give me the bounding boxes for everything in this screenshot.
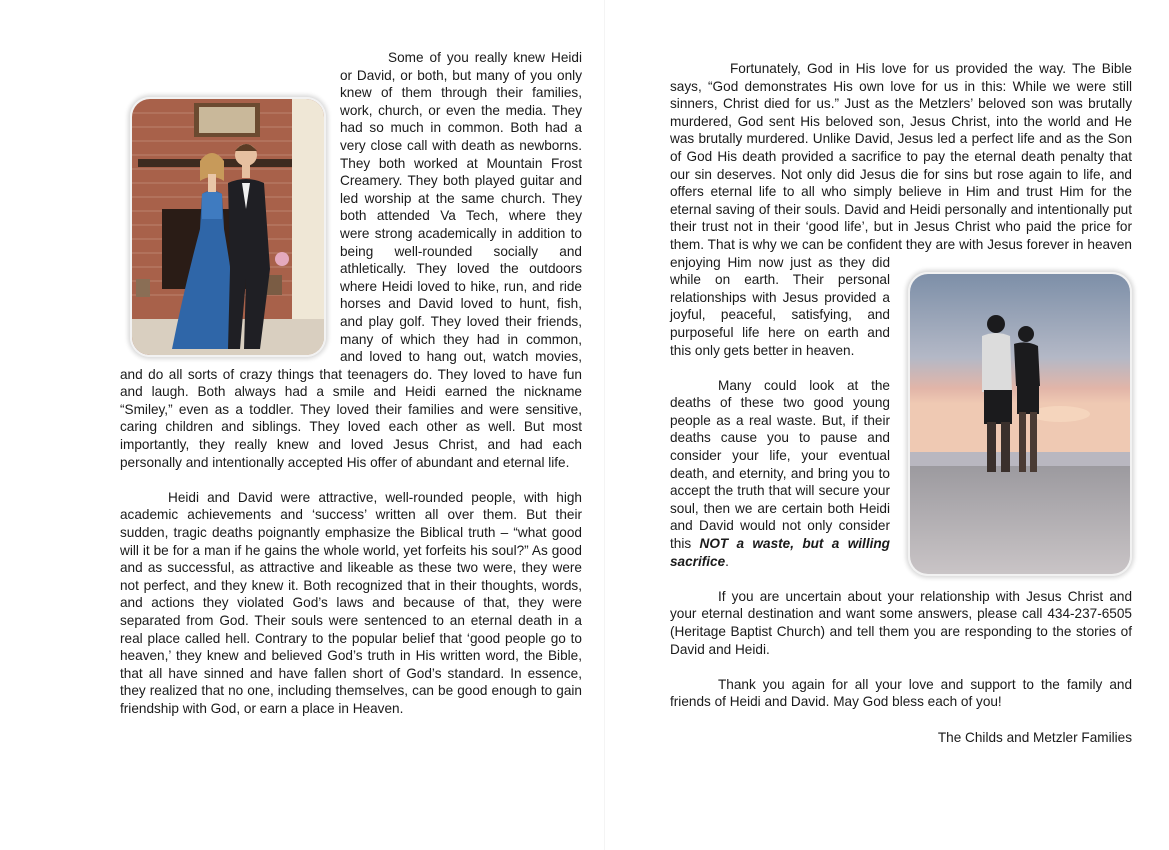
paragraph-1: Some of you really knew Heidi or David, or both, but many of you only knew of them through their families, work, church, or even the media. They had so much in common. Both had a very close call with death as newborns. They both worked at Mountain Frost Creamery. They both played guitar and led worship at the same church. They both attended Va Tech, where they were strong academically in addition to being well-rounded socially and athletically. They loved the outdoors where Heidi loved to hike, run, and ride horses and David loved to hunt, fish, and play golf. They loved their friends, many of which they had in common, and loved to hang out, watch movies, and do all sorts of crazy things that teenagers do. They loved to have fun and laugh. Both always had a smile and Heidi earned the nickname “Smiley,” even as a toddler. They loved their families and were sensitive, caring children and siblings. They loved each other as well. But most importantly, they really knew and loved Jesus Christ, and had each personally and intentionally accepted His offer of abundant and eternal life. [120,50,582,470]
prom-couple-photo [130,97,326,357]
paragraph-gap [120,471,582,489]
paragraph-gap [670,711,1132,729]
paragraph-4-text: Many could look at the deaths of these two good young people as a real waste. But, if their deaths cause you to pause and consider your life, your eventual death, and eternity, and bring you to accept the truth that will secure your soul, then we are certain both Heidi and David would not only consider this [670,377,890,552]
signature: The Childs and Metzler Families [937,729,1132,745]
paragraph-4-end: . [725,553,729,569]
paragraph-2: Heidi and David were attractive, well-rounded people, with high academic achievements and ‘success’ written all over them. But their sudden, tragic deaths poignantly emphasize the Biblical truth – “what good will it be for a man if he gains the whole world, yet forfeits his soul?” As good and as successful, as attractive and likeable as these two were, they were not perfect, and they knew it. Both recognized that in their thoughts, words, and actions they violated God’s laws and because of that, they were separated from God. Their souls were sentenced to an eternal death in a real place called hell. Contrary to the popular belief that ‘good people go to heaven,’ they knew and believed God’s truth in His written word, the Bible, that all have sinned and have fallen short of God’s standard. In essence, they realized that no one, including themselves, can be good enough to gain friendship with God, or earn a place in Heaven. [120,489,582,716]
paragraph-6: Thank you again for all your love and support to the family and friends of Heidi and David. May God bless each of you! [670,676,1132,710]
paragraph-5: If you are uncertain about your relationship with Jesus Christ and your eternal destination and want some answers, please call 434-237-6505 (Heritage Baptist Church) and tell them you are responding to the stories of David and Heidi. [670,588,1132,657]
paragraph-3: Fortunately, God in His love for us provided the way. The Bible says, “God demonstrates His own love for us in this: While we were still sinners, Christ died for us.” Just as the Metzlers’ beloved son was brutally murdered, God sent His beloved son, Jesus Christ, into the world and He was brutally murdered. Unlike David, Jesus led a perfect life and as the Son of God His death provided a sacrifice to pay the eternal death penalty that our sin deserves. Not only did Jesus die for sins but rose again to life, and offers eternal life to all who simply believe in Him and trust Him for the eternal saving of their souls. David and Heidi personally and intentionally put their trust not in their ‘good life’, but in Jesus Christ who paid the price for them. That is why we can be confident they are with Jesus forever in heaven enjoying Him now just as they did while on earth. Their personal relationships with Jesus provided a joyful, peaceful, satisfying, and purposeful life here on earth and this only gets better in heaven. [670,60,1132,359]
page-fold [604,0,605,850]
emphasis-text: NOT a waste, but a willing sacrifice [670,536,890,569]
right-column [670,60,1132,746]
beach-couple-photo [908,272,1132,576]
left-column [120,49,582,718]
paragraph-gap [670,658,1132,676]
